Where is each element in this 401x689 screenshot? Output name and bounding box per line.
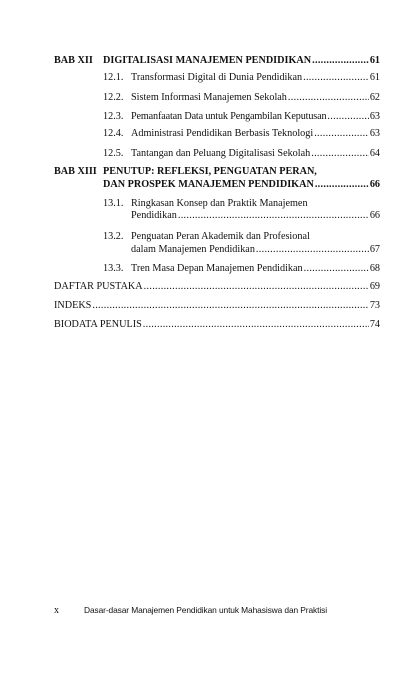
section-title-line-2: Pendidikan [131,210,177,221]
section-number: 13.1. [103,198,124,209]
dot-leader [314,128,369,140]
section-number: 12.3. [103,111,124,122]
toc-entry-12-1[interactable] [103,72,380,84]
toc-entry-indeks[interactable] [54,300,380,312]
section-title-line-1: Ringkasan Konsep dan Praktik Manajemen [131,198,308,209]
dot-leader [312,55,369,67]
page-number: 64 [369,148,380,159]
dot-leader [303,72,369,84]
toc-entry-13-3[interactable] [103,263,380,275]
page-number: 66 [369,210,380,221]
toc-entry-13-2[interactable] [103,231,380,257]
section-title: Sistem Informasi Manajemen Sekolah [131,92,287,103]
page-number: 61 [369,55,380,66]
entry-title: DAFTAR PUSTAKA [54,281,143,292]
page-number: 63 [369,128,380,139]
dot-leader [311,148,369,160]
section-number: 12.5. [103,148,124,159]
page-number: 67 [369,244,380,255]
dot-leader [143,319,369,331]
section-title: Tantangan dan Peluang Digitalisasi Sekolah [131,148,311,159]
page-number: 68 [369,263,380,274]
section-number: 13.3. [103,263,124,274]
section-number: 12.4. [103,128,124,139]
footer-page-number: x [54,605,59,616]
chapter-title-line-2: DAN PROSPEK MANAJEMEN PENDIDIKAN [103,179,314,190]
toc-entry-12-2[interactable] [103,92,380,104]
entry-title: BIODATA PENULIS [54,319,142,330]
section-title: Pemanfaatan Data untuk Pengambilan Keputusan [131,111,327,122]
toc-entry-biodata-penulis[interactable] [54,319,380,331]
dot-leader [304,263,369,275]
chapter-label: BAB XII [54,55,93,66]
page-number: 61 [369,72,380,83]
entry-title: INDEKS [54,300,92,311]
chapter-title-line-1: PENUTUP: REFLEKSI, PENGUATAN PERAN, [103,166,317,177]
toc-entry-13-1[interactable] [103,198,380,224]
chapter-title: DIGITALISASI MANAJEMEN PENDIDIKAN [103,55,312,66]
toc-entry-12-4[interactable] [103,128,380,140]
dot-leader [288,92,369,104]
section-title-line-1: Penguatan Peran Akademik dan Profesional [131,231,310,242]
section-title-line-2: dalam Manajemen Pendidikan [131,244,255,255]
section-title: Administrasi Pendidikan Berbasis Teknologi [131,128,314,139]
page-number: 69 [369,281,380,292]
section-number: 12.2. [103,92,124,103]
dot-leader [327,111,368,123]
section-title: Transformasi Digital di Dunia Pendidikan [131,72,303,83]
section-number: 13.2. [103,231,124,242]
page-number: 66 [369,179,380,190]
section-number: 12.1. [103,72,124,83]
footer-book-title: Dasar-dasar Manajemen Pendidikan untuk Mahasiswa dan Praktisi [84,605,327,615]
dot-leader [92,300,368,312]
toc-entry-12-3[interactable] [103,111,380,123]
dot-leader [256,244,369,256]
dot-leader [178,210,369,222]
page-number: 62 [369,92,380,103]
chapter-heading-bab-xiii[interactable] [54,166,380,192]
toc-entry-12-5[interactable] [103,148,380,160]
dot-leader [315,179,369,191]
section-title: Tren Masa Depan Manajemen Pendidikan [131,263,303,274]
toc-entry-daftar-pustaka[interactable] [54,281,380,293]
page-number: 74 [369,319,380,330]
chapter-label: BAB XIII [54,166,97,177]
dot-leader [144,281,369,293]
page-number: 73 [369,300,380,311]
page-number: 63 [369,111,380,122]
